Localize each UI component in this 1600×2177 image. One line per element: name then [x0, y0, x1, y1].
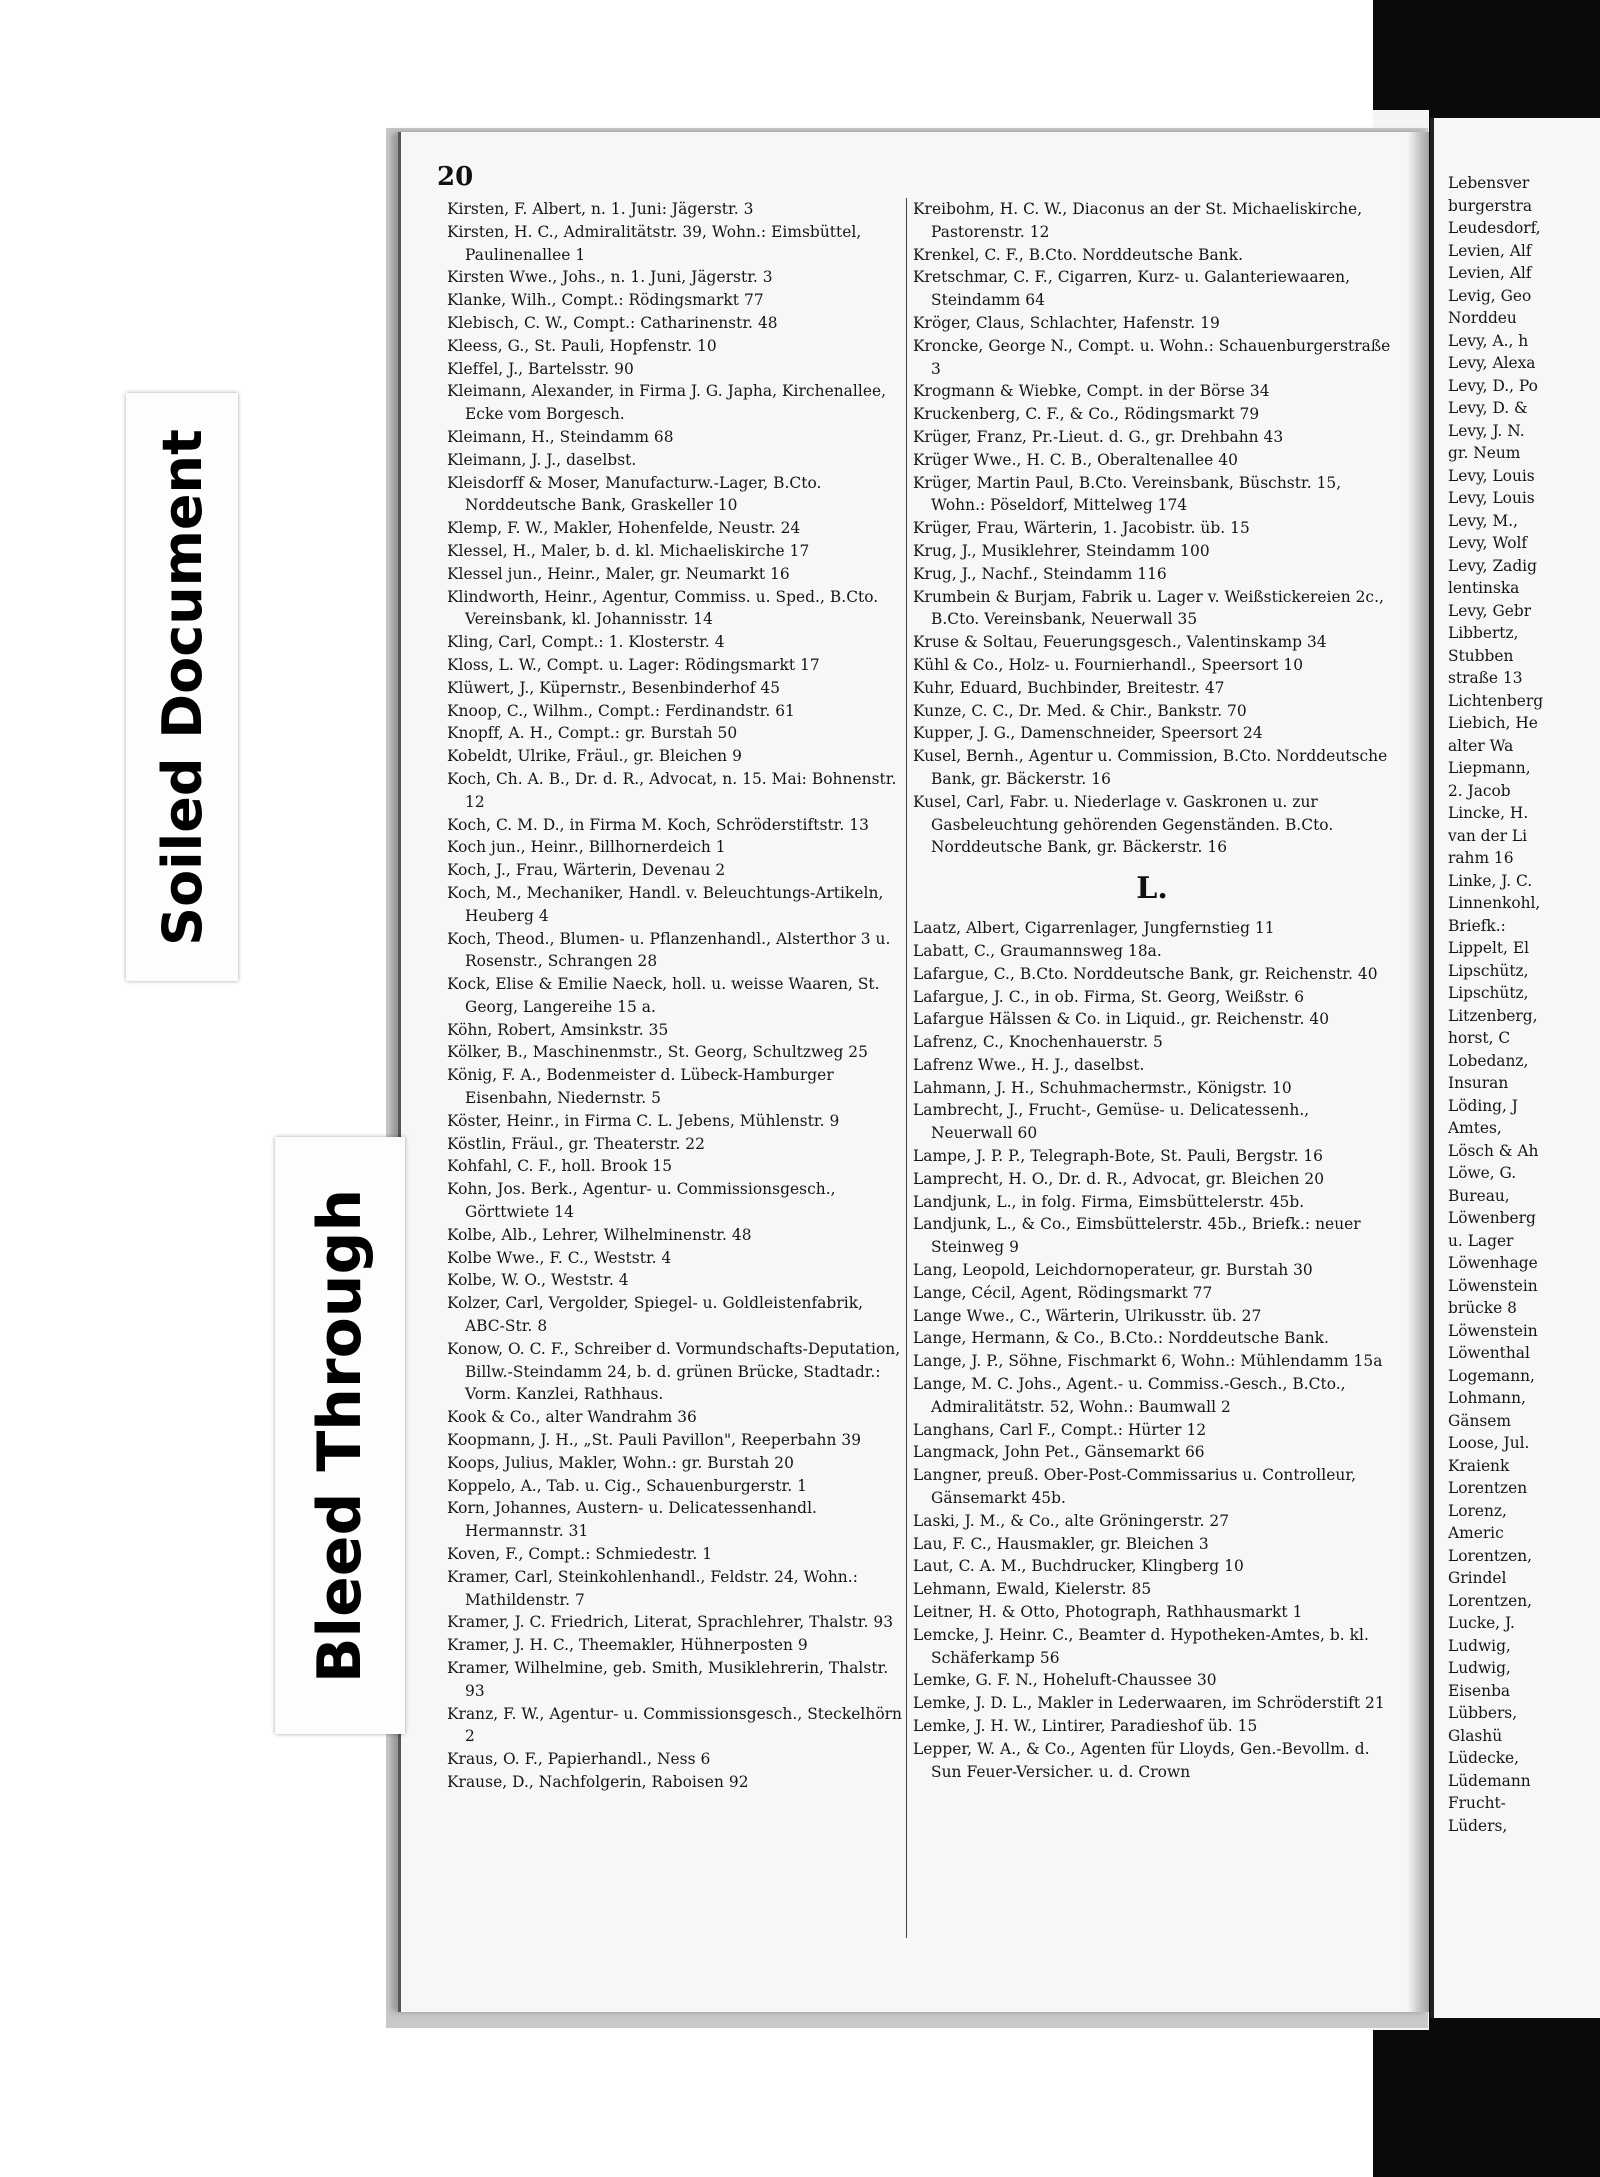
- directory-entry: Kirsten, H. C., Admiralitätstr. 39, Wohn.: Eimsbüttel, Paulinenallee 1: [447, 222, 862, 264]
- directory-entry: Knoop, C., Wilhm., Compt.: Ferdinandstr. 61: [447, 701, 795, 720]
- directory-entry: Klindworth, Heinr., Agentur, Commiss. u. Sped., B.Cto. Vereinsbank, kl. Johannisstr. 14: [447, 587, 879, 629]
- directory-entry: Lang, Leopold, Leichdornoperateur, gr. Burstah 30: [913, 1261, 1313, 1280]
- directory-entry: Lippelt, El: [1448, 939, 1530, 957]
- directory-entry: lentinska: [1448, 579, 1520, 597]
- directory-entry: burgerstra: [1448, 196, 1533, 215]
- right-page-entries: [1434, 172, 1543, 1837]
- directory-entry: Lemcke, J. Heinr. C., Beamter d. Hypotheken-Amtes, b. kl. Schäferkamp 56: [913, 1625, 1369, 1667]
- directory-entry: Levy, Gebr: [1448, 601, 1532, 620]
- directory-entry: Kirsten, F. Albert, n. 1. Juni: Jägerstr. 3: [447, 200, 754, 218]
- directory-entry: Krüger, Frau, Wärterin, 1. Jacobistr. üb. 15: [913, 519, 1250, 538]
- left-page: [398, 132, 1429, 2012]
- right-column: [913, 198, 1391, 1783]
- directory-entry: Krug, J., Nachf., Steindamm 116: [913, 564, 1167, 583]
- directory-entry: Klemp, F. W., Makler, Hohenfelde, Neustr. 24: [447, 519, 801, 538]
- directory-entry: Landjunk, L., in folg. Firma, Eimsbüttelerstr. 45b.: [913, 1192, 1305, 1211]
- directory-entry: Kleimann, J. J., daselbst.: [447, 450, 637, 469]
- directory-entry: König, F. A., Bodenmeister d. Lübeck-Hamburger Eisenbahn, Niedernstr. 5: [447, 1066, 834, 1108]
- directory-entry: Kolbe Wwe., F. C., Weststr. 4: [447, 1248, 672, 1267]
- directory-entry: Lange Wwe., C., Wärterin, Ulrikusstr. üb. 27: [913, 1306, 1262, 1325]
- directory-entry: Logemann,: [1448, 1366, 1535, 1385]
- directory-entry: Lange, J. P., Söhne, Fischmarkt 6, Wohn.: Mühlendamm 15a: [913, 1352, 1383, 1371]
- right-column-l-entries: [913, 917, 1391, 1783]
- directory-entry: Kolzer, Carl, Vergolder, Spiegel- u. Goldleistenfabrik, ABC-Str. 8: [447, 1294, 864, 1336]
- directory-entry: Kramer, J. C. Friedrich, Literat, Sprachlehrer, Thalstr. 93: [447, 1613, 894, 1632]
- directory-entry: Kroncke, George N., Compt. u. Wohn.: Schauenburgerstraße 3: [913, 336, 1391, 378]
- directory-entry: Laut, C. A. M., Buchdrucker, Klingberg 10: [913, 1557, 1244, 1576]
- directory-entry: Lucke, J.: [1448, 1614, 1515, 1632]
- directory-entry: Liebich, He: [1448, 714, 1538, 732]
- directory-entry: Löwenstein: [1448, 1276, 1538, 1295]
- directory-entry: straße 13: [1448, 669, 1523, 687]
- directory-entry: Kleffel, J., Bartelsstr. 90: [447, 359, 634, 378]
- directory-entry: Löwe, G.: [1448, 1164, 1517, 1182]
- directory-entry: Lorentzen,: [1448, 1591, 1533, 1610]
- directory-entry: Norddeu: [1448, 309, 1517, 327]
- directory-entry: Koppelo, A., Tab. u. Cig., Schauenburgerstr. 1: [447, 1476, 807, 1495]
- directory-entry: Klüwert, J., Küpernstr., Besenbinderhof 45: [447, 678, 781, 697]
- directory-entry: Kretschmar, C. F., Cigarren, Kurz- u. Galanteriewaaren, Steindamm 64: [913, 268, 1351, 310]
- directory-entry: Amtes,: [1448, 1119, 1502, 1137]
- directory-entry: Koch, J., Frau, Wärterin, Devenau 2: [447, 861, 726, 880]
- directory-entry: Landjunk, L., & Co., Eimsbüttelerstr. 45b., Briefk.: neuer Steinweg 9: [913, 1215, 1361, 1257]
- directory-entry: Kolbe, W. O., Weststr. 4: [447, 1271, 629, 1290]
- directory-entry: Kühl & Co., Holz- u. Fournierhandl., Speersort 10: [913, 655, 1304, 674]
- directory-entry: Köhn, Robert, Amsinkstr. 35: [447, 1020, 669, 1039]
- directory-entry: Koch jun., Heinr., Billhornerdeich 1: [447, 838, 726, 857]
- directory-entry: Lamprecht, H. O., Dr. d. R., Advocat, gr. Bleichen 20: [913, 1169, 1325, 1188]
- directory-entry: Lepper, W. A., & Co., Agenten für Lloyds, Gen.-Bevollm. d. Sun Feuer-Versicher. u. d. Crown: [913, 1739, 1370, 1781]
- directory-entry: Ludwig,: [1448, 1636, 1511, 1655]
- directory-entry: Köster, Heinr., in Firma C. L. Jebens, Mühlenstr. 9: [447, 1111, 840, 1130]
- directory-entry: Ludwig,: [1448, 1659, 1511, 1677]
- directory-entry: Langmack, John Pet., Gänsemarkt 66: [913, 1443, 1205, 1462]
- directory-entry: Kobeldt, Ulrike, Fräul., gr. Bleichen 9: [447, 747, 742, 766]
- directory-entry: Kraus, O. F., Papierhandl., Ness 6: [447, 1750, 711, 1769]
- directory-entry: Koch, C. M. D., in Firma M. Koch, Schröderstiftstr. 13: [447, 815, 869, 834]
- directory-entry: Koopmann, J. H., „St. Pauli Pavillon", Reeperbahn 39: [447, 1431, 862, 1450]
- directory-entry: Lüdemann: [1448, 1771, 1531, 1790]
- directory-entry: Lipschütz,: [1448, 984, 1529, 1002]
- soiled-document-label: [126, 393, 238, 981]
- directory-entry: Löwenhage: [1448, 1254, 1538, 1272]
- directory-entry: Korn, Johannes, Austern- u. Delicatessenhandl. Hermannstr. 31: [447, 1499, 817, 1541]
- directory-entry: Kleess, G., St. Pauli, Hopfenstr. 10: [447, 336, 717, 355]
- directory-entry: u. Lager: [1448, 1231, 1514, 1250]
- directory-entry: Levy, D., Po: [1448, 376, 1538, 395]
- directory-entry: Kreibohm, H. C. W., Diaconus an der St. Michaeliskirche, Pastorenstr. 12: [913, 200, 1363, 241]
- directory-entry: Koch, Theod., Blumen- u. Pflanzenhandl., Alsterthor 3 u. Rosenstr., Schrangen 28: [447, 929, 891, 971]
- directory-entry: Klebisch, C. W., Compt.: Catharinenstr. 48: [447, 313, 778, 332]
- directory-entry: Kruse & Soltau, Feuerungsgesch., Valentinskamp 34: [913, 633, 1327, 652]
- directory-entry: Lehmann, Ewald, Kielerstr. 85: [913, 1580, 1152, 1599]
- directory-entry: Levy, J. N.: [1448, 421, 1525, 440]
- directory-entry: Stubben: [1448, 646, 1514, 665]
- directory-entry: Kleimann, Alexander, in Firma J. G. Japha, Kirchenallee, Ecke vom Borgesch.: [447, 382, 887, 424]
- directory-entry: rahm 16: [1448, 849, 1514, 867]
- directory-entry: Litzenberg,: [1448, 1006, 1538, 1025]
- directory-entry: Lorentzen,: [1448, 1546, 1533, 1565]
- directory-entry: Kusel, Bernh., Agentur u. Commission, B.Cto. Norddeutsche Bank, gr. Bäckerstr. 16: [913, 747, 1388, 788]
- directory-entry: Levig, Geo: [1448, 286, 1532, 305]
- directory-entry: van der Li: [1448, 826, 1528, 845]
- directory-entry: Lincke, H.: [1448, 804, 1529, 822]
- directory-entry: Koops, Julius, Makler, Wohn.: gr. Burstah 20: [447, 1453, 794, 1472]
- directory-entry: Kruckenberg, C. F., & Co., Rödingsmarkt 79: [913, 405, 1260, 424]
- directory-entry: Bureau,: [1448, 1186, 1510, 1205]
- directory-entry: Löwenthal: [1448, 1344, 1530, 1362]
- directory-entry: Kohfahl, C. F., holl. Brook 15: [447, 1157, 673, 1176]
- directory-entry: Levien, Alf: [1448, 264, 1532, 282]
- section-letter-heading: L.: [1136, 871, 1168, 907]
- directory-entry: Lübbers,: [1448, 1704, 1518, 1722]
- directory-entry: Kook & Co., alter Wandrahm 36: [447, 1408, 697, 1427]
- directory-entry: Levy, Louis: [1448, 466, 1535, 485]
- page-number: 20: [437, 162, 474, 192]
- directory-entry: Krug, J., Musiklehrer, Steindamm 100: [913, 541, 1210, 560]
- directory-entry: Kleimann, H., Steindamm 68: [447, 427, 674, 446]
- directory-entry: Loose, Jul.: [1448, 1434, 1530, 1452]
- directory-entry: Grindel: [1448, 1569, 1507, 1587]
- directory-entry: Briefk.:: [1448, 916, 1506, 935]
- directory-entry: Levy, Zadig: [1448, 556, 1537, 575]
- directory-entry: Lösch & Ah: [1448, 1141, 1539, 1160]
- directory-entry: Levy, A., h: [1448, 331, 1529, 350]
- directory-entry: Langhans, Carl F., Compt.: Hürter 12: [913, 1420, 1207, 1439]
- directory-entry: Labatt, C., Graumannsweg 18a.: [913, 941, 1162, 960]
- directory-entry: Krenkel, C. F., B.Cto. Norddeutsche Bank.: [913, 245, 1244, 264]
- directory-entry: Linnenkohl,: [1448, 894, 1541, 912]
- directory-entry: Lafargue, J. C., in ob. Firma, St. Georg, Weißstr. 6: [913, 987, 1305, 1006]
- directory-entry: Lahmann, J. H., Schuhmachermstr., Königstr. 10: [913, 1078, 1292, 1097]
- directory-entry: Koch, M., Mechaniker, Handl. v. Beleuchtungs-Artikeln, Heuberg 4: [447, 883, 884, 925]
- directory-entry: Americ: [1448, 1524, 1504, 1542]
- directory-entry: Kraienk: [1448, 1456, 1510, 1475]
- directory-entry: Kramer, Wilhelmine, geb. Smith, Musiklehrerin, Thalstr. 93: [447, 1659, 889, 1700]
- directory-entry: Leitner, H. & Otto, Photograph, Rathhausmarkt 1: [913, 1603, 1303, 1622]
- directory-entry: Krumbein & Burjam, Fabrik u. Lager v. Weißstickereien 2c., B.Cto. Vereinsbank, Neuerwall 35: [913, 587, 1384, 629]
- directory-entry: Lange, M. C. Johs., Agent.- u. Commiss.-Gesch., B.Cto., Admiralitätstr. 52, Wohn.: Baumwall 2: [913, 1375, 1346, 1416]
- directory-entry: Köstlin, Fräul., gr. Theaterstr. 22: [447, 1134, 705, 1153]
- directory-entry: Levy, D. &: [1448, 399, 1528, 417]
- directory-entry: Knopff, A. H., Compt.: gr. Burstah 50: [447, 724, 738, 743]
- directory-entry: Koch, Ch. A. B., Dr. d. R., Advocat, n. 15. Mai: Bohnenstr. 12: [447, 769, 897, 811]
- directory-entry: Kleisdorff & Moser, Manufacturw.-Lager, B.Cto. Norddeutsche Bank, Graskeller 10: [447, 473, 822, 515]
- directory-entry: Laski, J. M., & Co., alte Gröningerstr. 27: [913, 1511, 1230, 1530]
- directory-entry: Lange, Hermann, & Co., B.Cto.: Norddeutsche Bank.: [913, 1329, 1329, 1348]
- right-column-k-entries: [913, 198, 1391, 859]
- directory-entry: Klessel jun., Heinr., Maler, gr. Neumarkt 16: [447, 564, 790, 583]
- column-divider: [906, 198, 907, 1938]
- directory-entry: Lemke, G. F. N., Hoheluft-Chaussee 30: [913, 1671, 1217, 1690]
- directory-entry: Libbertz,: [1448, 624, 1519, 642]
- directory-entry: Kohn, Jos. Berk., Agentur- u. Commissionsgesch., Görttwiete 14: [447, 1180, 836, 1222]
- directory-entry: Levien, Alf: [1448, 241, 1532, 260]
- directory-entry: Krüger, Franz, Pr.-Lieut. d. G., gr. Drehbahn 43: [913, 427, 1284, 446]
- directory-entry: alter Wa: [1448, 736, 1514, 755]
- bleed-through-text: Bleed Through: [305, 1188, 376, 1683]
- directory-entry: Kusel, Carl, Fabr. u. Niederlage v. Gaskronen u. zur Gasbeleuchtung gehörenden Gegenständen. B.Cto. Norddeutsche Bank, gr. Bäckerstr. 16: [913, 792, 1334, 857]
- directory-entry: Krüger, Martin Paul, B.Cto. Vereinsbank, Büschstr. 15, Wohn.: Pöseldorf, Mittelweg 174: [913, 473, 1342, 515]
- directory-entry: Löwenstein: [1448, 1321, 1538, 1340]
- directory-entry: Klanke, Wilh., Compt.: Rödingsmarkt 77: [447, 291, 764, 310]
- directory-entry: Kolbe, Alb., Lehrer, Wilhelminenstr. 48: [447, 1225, 752, 1244]
- directory-entry: Kuhr, Eduard, Buchbinder, Breitestr. 47: [913, 678, 1225, 697]
- directory-entry: Langner, preuß. Ober-Post-Commissarius u. Controlleur, Gänsemarkt 45b.: [913, 1466, 1357, 1508]
- directory-entry: Konow, O. C. F., Schreiber d. Vormundschafts-Deputation, Billw.-Steindamm 24, b. d. grünen Brücke, Stadtadr.: Vorm. Kanzlei, Rathhaus.: [447, 1339, 901, 1404]
- directory-entry: Lange, Cécil, Agent, Rödingsmarkt 77: [913, 1283, 1213, 1302]
- directory-entry: gr. Neum: [1448, 444, 1521, 462]
- directory-entry: Kirsten Wwe., Johs., n. 1. Juni, Jägerstr. 3: [447, 268, 773, 287]
- directory-entry: 2. Jacob: [1448, 781, 1511, 800]
- right-page-fragment: [1430, 118, 1600, 2018]
- directory-entry: Kramer, Carl, Steinkohlenhandl., Feldstr. 24, Wohn.: Mathildenstr. 7: [447, 1567, 858, 1609]
- soiled-document-text: Soiled Document: [150, 428, 214, 946]
- directory-entry: Lafrenz, C., Knochenhauerstr. 5: [913, 1033, 1163, 1052]
- directory-entry: brücke 8: [1448, 1299, 1517, 1317]
- bleed-through-label: [275, 1137, 405, 1734]
- directory-entry: Levy, Louis: [1448, 489, 1535, 507]
- directory-entry: Lohmann,: [1448, 1389, 1526, 1407]
- directory-entry: Lüders,: [1448, 1816, 1508, 1835]
- directory-entry: Leudesdorf,: [1448, 219, 1541, 237]
- directory-entry: Kröger, Claus, Schlachter, Hafenstr. 19: [913, 313, 1220, 332]
- directory-entry: Löding, J: [1448, 1096, 1518, 1115]
- directory-entry: Lau, F. C., Hausmakler, gr. Bleichen 3: [913, 1534, 1209, 1553]
- directory-entry: Klessel, H., Maler, b. d. kl. Michaeliskirche 17: [447, 541, 810, 560]
- left-column: [447, 198, 902, 1794]
- directory-entry: Lafargue, C., B.Cto. Norddeutsche Bank, gr. Reichenstr. 40: [913, 964, 1378, 983]
- directory-entry: Kunze, C. C., Dr. Med. & Chir., Bankstr. 70: [913, 701, 1247, 720]
- directory-entry: Kramer, J. H. C., Theemakler, Hühnerposten 9: [447, 1636, 808, 1655]
- directory-entry: Lebensver: [1448, 174, 1530, 192]
- directory-entry: Lüdecke,: [1448, 1749, 1520, 1767]
- directory-entry: Lafrenz Wwe., H. J., daselbst.: [913, 1055, 1145, 1074]
- directory-entry: Gänsem: [1448, 1411, 1511, 1430]
- directory-entry: Eisenba: [1448, 1681, 1511, 1700]
- directory-entry: horst, C: [1448, 1029, 1511, 1047]
- directory-entry: Krüger Wwe., H. C. B., Oberaltenallee 40: [913, 450, 1238, 469]
- directory-entry: Levy, Wolf: [1448, 534, 1528, 552]
- directory-entry: Kling, Carl, Compt.: 1. Klosterstr. 4: [447, 633, 725, 652]
- directory-entry: Lemke, J. D. L., Makler in Lederwaaren, im Schröderstift 21: [913, 1694, 1385, 1713]
- directory-entry: Lorentzen: [1448, 1479, 1528, 1497]
- directory-entry: Lobedanz,: [1448, 1051, 1529, 1070]
- directory-entry: Lemke, J. H. W., Lintirer, Paradieshof üb. 15: [913, 1717, 1258, 1735]
- directory-entry: Glashü: [1448, 1726, 1503, 1745]
- directory-entry: Kloss, L. W., Compt. u. Lager: Rödingsmarkt 17: [447, 655, 820, 674]
- directory-entry: Koven, F., Compt.: Schmiedestr. 1: [447, 1545, 713, 1564]
- directory-entry: Kupper, J. G., Damenschneider, Speersort 24: [913, 724, 1263, 743]
- directory-entry: Lampe, J. P. P., Telegraph-Bote, St. Pauli, Bergstr. 16: [913, 1147, 1324, 1166]
- directory-entry: Krogmann & Wiebke, Compt. in der Börse 34: [913, 382, 1270, 401]
- directory-entry: Kranz, F. W., Agentur- u. Commissionsgesch., Steckelhörn 2: [447, 1704, 903, 1746]
- directory-entry: Frucht-: [1448, 1794, 1506, 1812]
- directory-entry: Löwenberg: [1448, 1209, 1536, 1227]
- directory-entry: Lambrecht, J., Frucht-, Gemüse- u. Delicatessenh., Neuerwall 60: [913, 1101, 1310, 1143]
- directory-entry: Levy, M.,: [1448, 511, 1519, 530]
- directory-entry: Krause, D., Nachfolgerin, Raboisen 92: [447, 1772, 749, 1791]
- directory-entry: Laatz, Albert, Cigarrenlager, Jungfernstieg 11: [913, 919, 1275, 938]
- directory-entry: Lichtenberg: [1448, 691, 1544, 710]
- directory-entry: Lafargue Hälssen & Co. in Liquid., gr. Reichenstr. 40: [913, 1010, 1330, 1029]
- directory-entry: Lorenz,: [1448, 1501, 1507, 1520]
- directory-entry: Kölker, B., Maschinenmstr., St. Georg, Schultzweg 25: [447, 1043, 868, 1062]
- directory-entry: Levy, Alexa: [1448, 354, 1536, 372]
- directory-entry: Insuran: [1448, 1074, 1509, 1092]
- directory-entry: Kock, Elise & Emilie Naeck, holl. u. weisse Waaren, St. Georg, Langereihe 15 a.: [447, 975, 880, 1016]
- directory-entry: Liepmann,: [1448, 759, 1531, 777]
- directory-entry: Linke, J. C.: [1448, 871, 1533, 890]
- directory-entry: Lipschütz,: [1448, 961, 1529, 980]
